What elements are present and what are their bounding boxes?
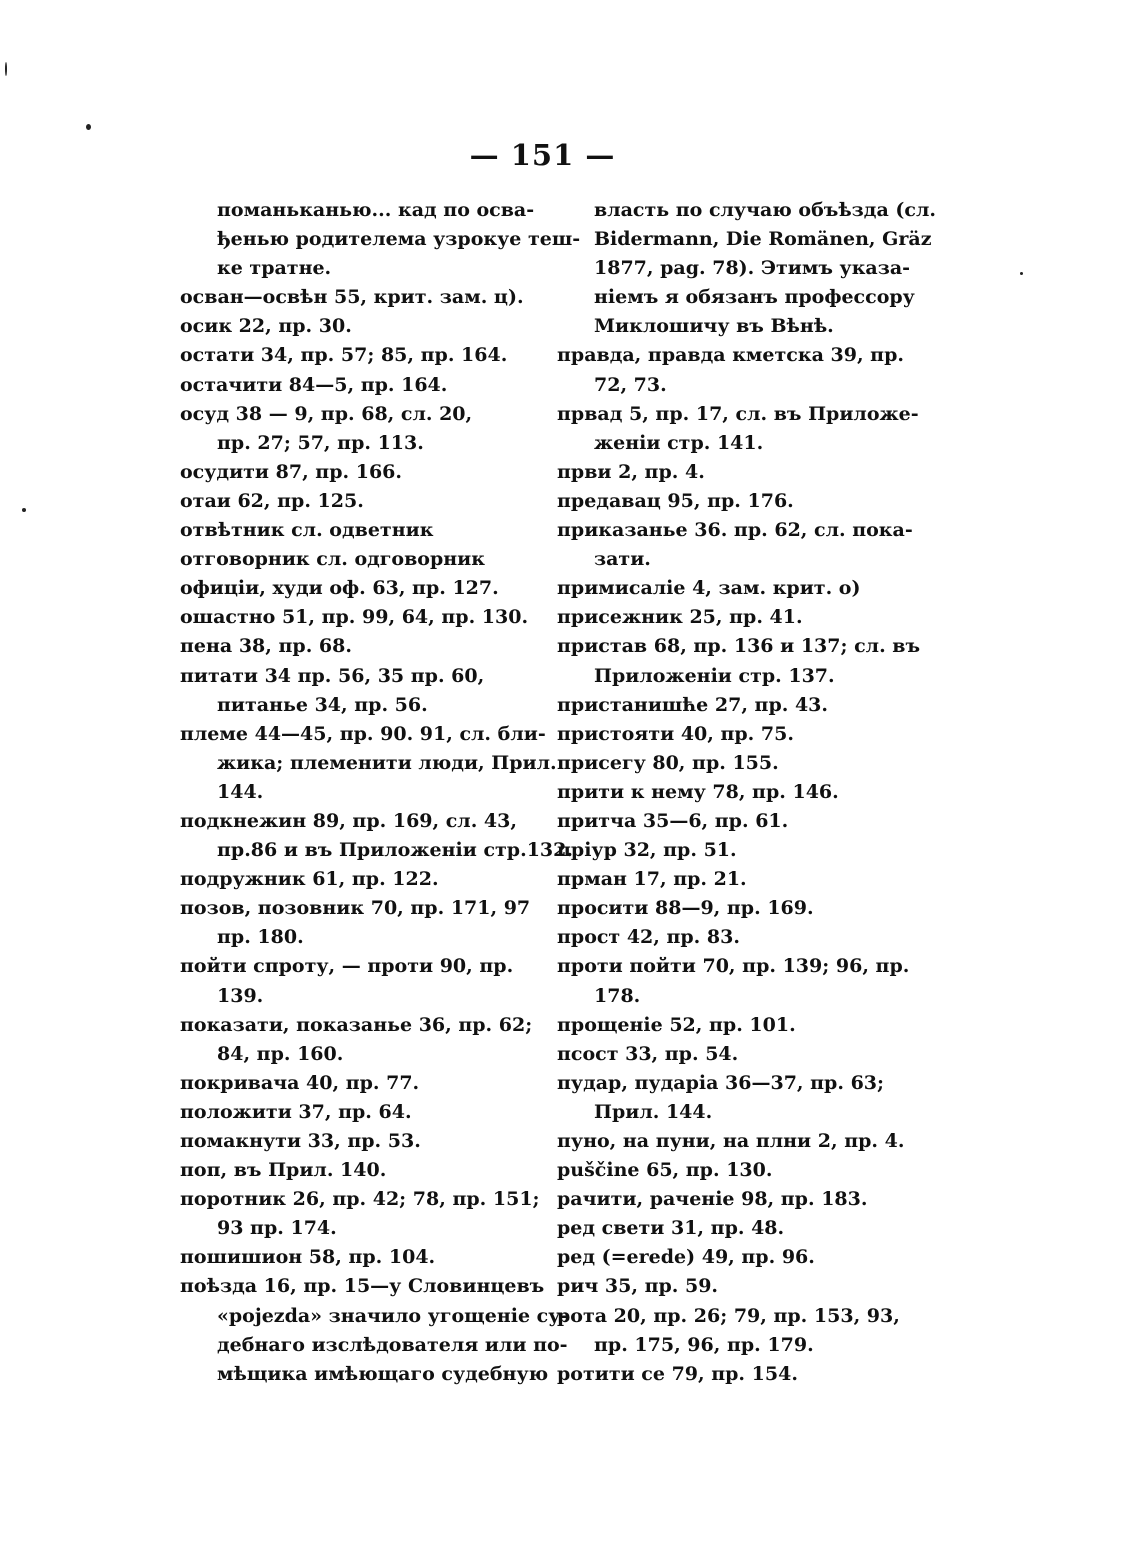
index-entry-line: дебнаго изслѣдователя или по- xyxy=(217,1333,568,1356)
index-entry xyxy=(557,458,907,487)
index-entry-line: присежник 25, пр. 41. xyxy=(557,606,803,629)
index-entry-line: 139. xyxy=(217,984,264,1007)
index-entry xyxy=(180,574,535,603)
index-entry-line: питанье 34, пр. 56. xyxy=(217,693,428,716)
index-entry xyxy=(180,1185,540,1243)
index-entry-line: отвѣтник сл. одветник xyxy=(180,519,434,542)
index-entry xyxy=(557,1302,907,1360)
index-entry-line: псост 33, пр. 54. xyxy=(557,1042,739,1065)
index-entry-line: офиціи, худи оф. 63, пр. 127. xyxy=(180,577,499,600)
index-entry xyxy=(557,516,913,574)
index-entry-line: рич 35, пр. 59. xyxy=(557,1275,719,1298)
index-entry-line: пр. 175, 96, пр. 179. xyxy=(594,1333,814,1356)
index-entry xyxy=(180,1011,535,1069)
index-entry xyxy=(557,807,907,836)
index-entry-line: 72, 73. xyxy=(594,373,667,396)
index-entry-line: рачити, раченіе 98, пр. 183. xyxy=(557,1188,868,1211)
index-entry-line: пудар, пударіа 36—37, пр. 63; xyxy=(557,1071,885,1094)
index-entry xyxy=(180,1243,535,1272)
index-entry-line: поѣзда 16, пр. 15—у Словинцевъ xyxy=(180,1275,545,1298)
index-entry xyxy=(180,1156,535,1185)
index-entry xyxy=(557,720,907,749)
index-entry-line: прман 17, пр. 21. xyxy=(557,868,747,891)
index-entry-line: puščine 65, пр. 130. xyxy=(557,1159,773,1182)
index-entry-line: остати 34, пр. 57; 85, пр. 164. xyxy=(180,344,508,367)
index-entry-line: подружник 61, пр. 122. xyxy=(180,868,439,891)
index-entry-line: мѣщика имѣющаго судебную xyxy=(217,1362,549,1385)
index-entry-line: Прил. 144. xyxy=(594,1100,713,1123)
index-entry-line: жика; племенити люди, Прил. xyxy=(217,751,557,774)
index-entry xyxy=(557,632,921,690)
index-entry-line: ке тратне. xyxy=(217,257,332,280)
index-entry xyxy=(557,341,907,399)
index-entry-line: 84, пр. 160. xyxy=(217,1042,344,1065)
index-entry-line: зати. xyxy=(594,548,651,571)
index-entry-line: помакнути 33, пр. 53. xyxy=(180,1130,421,1152)
index-entry xyxy=(180,545,535,574)
index-entry xyxy=(180,632,535,661)
index-entry xyxy=(557,923,907,952)
index-entry-line: пуно, на пуни, на плни 2, пр. 4. xyxy=(557,1130,905,1152)
index-entry-line: племе 44—45, пр. 90. 91, сл. бли- xyxy=(180,722,546,745)
index-entry xyxy=(557,400,919,458)
index-entry xyxy=(557,1156,907,1185)
index-entry xyxy=(180,720,557,807)
index-entry-line: осудити 87, пр. 166. xyxy=(180,460,403,483)
index-entry xyxy=(557,749,907,778)
index-entry-line: осик 22, пр. 30. xyxy=(180,315,352,338)
left-column xyxy=(180,196,581,1389)
index-entry-line: ред (=erede) 49, пр. 96. xyxy=(557,1246,815,1269)
index-entry-line: пристояти 40, пр. 75. xyxy=(557,722,794,745)
index-entry-line: 93 пр. 174. xyxy=(217,1217,337,1240)
page-number: — 151 — xyxy=(469,138,616,172)
index-entry xyxy=(180,458,535,487)
index-entry-line: женіи стр. 141. xyxy=(594,431,764,454)
index-entry xyxy=(557,574,907,603)
index-entry-line: просити 88—9, пр. 169. xyxy=(557,897,814,920)
index-entry xyxy=(180,1098,535,1127)
index-entry-line: предавац 95, пр. 176. xyxy=(557,489,794,512)
index-entry xyxy=(180,952,535,1010)
index-entry-line: ніемъ я обязанъ профессору xyxy=(594,286,915,309)
index-entry-line: пр.86 и въ Приложеніи стр.132. xyxy=(217,839,573,862)
index-entry xyxy=(180,807,573,865)
index-entry-line: Приложеніи стр. 137. xyxy=(594,664,835,687)
index-entry xyxy=(180,1069,535,1098)
index-entry xyxy=(557,778,907,807)
index-entry xyxy=(180,865,535,894)
index-entry-line: пошишион 58, пр. 104. xyxy=(180,1246,436,1269)
index-entry xyxy=(180,400,535,458)
index-entry xyxy=(557,603,907,632)
index-entry xyxy=(557,196,936,341)
index-entry xyxy=(180,196,581,283)
index-entry xyxy=(557,1360,907,1389)
index-entry xyxy=(557,952,910,1010)
index-entry-line: показати, показанье 36, пр. 62; xyxy=(180,1013,533,1036)
index-entry xyxy=(557,1272,907,1301)
index-entry-line: Bidermann, Die Romänen, Gräz xyxy=(594,228,932,251)
index-entry xyxy=(557,894,907,923)
index-entry-line: пр. 27; 57, пр. 113. xyxy=(217,431,424,454)
index-entry xyxy=(180,1127,535,1156)
scan-speck xyxy=(86,124,91,130)
index-entry-line: отаи 62, пр. 125. xyxy=(180,489,364,512)
index-entry xyxy=(180,341,535,370)
index-entry xyxy=(557,836,907,865)
index-entry-line: притча 35—6, пр. 61. xyxy=(557,809,789,832)
index-entry-line: први 2, пр. 4. xyxy=(557,460,705,483)
index-entry xyxy=(557,1243,907,1272)
index-entry-line: проти пойти 70, пр. 139; 96, пр. xyxy=(557,955,910,978)
index-entry-line: Миклошичу въ Вѣнѣ. xyxy=(594,315,834,338)
index-entry-line: покривача 40, пр. 77. xyxy=(180,1071,420,1094)
index-entry xyxy=(557,1011,907,1040)
index-entry-line: ошастно 51, пр. 99, 64, пр. 130. xyxy=(180,606,529,629)
index-entry-line: 144. xyxy=(217,780,264,803)
scan-speck xyxy=(1020,272,1023,275)
index-entry-line: осуд 38 — 9, пр. 68, сл. 20, xyxy=(180,402,473,425)
index-entry-line: правда, правда кметска 39, пр. xyxy=(557,344,904,367)
index-entry xyxy=(557,1185,907,1214)
index-entry-line: прити к нему 78, пр. 146. xyxy=(557,780,839,803)
index-entry-line: ротити се 79, пр. 154. xyxy=(557,1362,798,1385)
index-entry xyxy=(557,1127,907,1156)
index-entry xyxy=(180,487,535,516)
index-entry-line: прощеніе 52, пр. 101. xyxy=(557,1013,796,1036)
index-entry xyxy=(557,487,907,516)
index-entry xyxy=(180,283,535,312)
index-entry-line: пена 38, пр. 68. xyxy=(180,635,352,658)
index-entry xyxy=(557,865,907,894)
index-entry-line: приказанье 36. пр. 62, сл. пока- xyxy=(557,519,913,542)
index-entry-line: првад 5, пр. 17, сл. въ Приложе- xyxy=(557,402,919,425)
index-entry-line: прост 42, пр. 83. xyxy=(557,926,740,949)
right-column xyxy=(557,196,936,1389)
index-entry-line: присегу 80, пр. 155. xyxy=(557,751,779,774)
index-entry-line: осван—освѣн 55, крит. зам. ц). xyxy=(180,286,524,309)
index-entry-line: рота 20, пр. 26; 79, пр. 153, 93, xyxy=(557,1304,900,1327)
index-entry-line: ђенью родителема узрокуе теш- xyxy=(217,228,581,251)
index-entry-line: поротник 26, пр. 42; 78, пр. 151; xyxy=(180,1188,540,1211)
index-entry-line: пристанишће 27, пр. 43. xyxy=(557,693,829,716)
index-entry-line: ред свети 31, пр. 48. xyxy=(557,1217,785,1240)
index-entry-line: пристав 68, пр. 136 и 137; сл. въ xyxy=(557,635,921,658)
index-entry xyxy=(557,1040,907,1069)
index-entry xyxy=(180,1272,569,1388)
index-entry-line: поп, въ Прил. 140. xyxy=(180,1159,387,1182)
scan-speck xyxy=(5,62,7,76)
index-entry-line: пріур 32, пр. 51. xyxy=(557,839,737,862)
index-entry xyxy=(180,312,535,341)
index-entry-line: остачити 84—5, пр. 164. xyxy=(180,373,448,396)
index-entry-line: пойти спроту, — проти 90, пр. xyxy=(180,955,514,978)
index-entry-line: 178. xyxy=(594,984,641,1007)
index-entry-line: питати 34 пр. 56, 35 пр. 60, xyxy=(180,664,485,687)
index-entry-line: 1877, pag. 78). Этимъ указа- xyxy=(594,257,911,280)
scan-speck xyxy=(22,508,26,512)
index-entry xyxy=(180,371,535,400)
index-entry xyxy=(180,894,535,952)
index-entry xyxy=(180,516,535,545)
index-entry-line: «pojezda» значило угощеніе су- xyxy=(217,1304,569,1327)
index-entry-line: пр. 180. xyxy=(217,926,304,949)
index-entry xyxy=(180,603,535,632)
index-entry xyxy=(180,662,535,720)
index-entry-line: примисаліе 4, зам. крит. о) xyxy=(557,577,861,600)
index-entry xyxy=(557,691,907,720)
index-entry-line: отговорник сл. одговорник xyxy=(180,548,485,571)
index-entry-line: положити 37, пр. 64. xyxy=(180,1100,412,1123)
index-entry-line: поманьканью... кад по осва- xyxy=(217,199,535,221)
index-entry xyxy=(557,1069,907,1127)
index-entry-line: власть по случаю объѣзда (сл. xyxy=(594,199,936,221)
index-entry-line: подкнежин 89, пр. 169, сл. 43, xyxy=(180,809,517,832)
index-entry-line: позов, позовник 70, пр. 171, 97 xyxy=(180,897,531,920)
index-entry xyxy=(557,1214,907,1243)
